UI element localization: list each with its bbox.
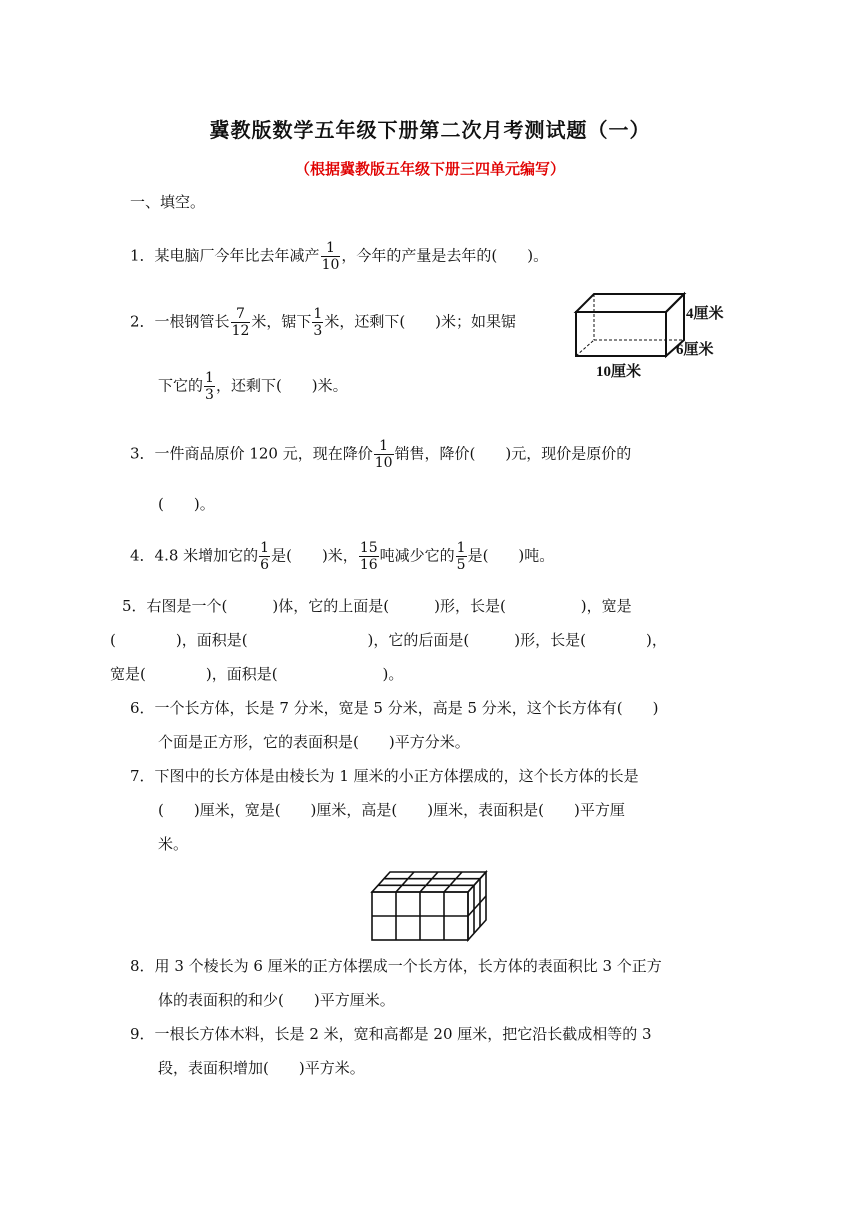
fraction [456, 540, 467, 573]
question-6-line-2: 个面是正方形，它的表面积是( )平方分米。 [158, 733, 470, 751]
question-text: 4.8 米增加它的 [154, 546, 259, 565]
question-8-line-1 [130, 954, 662, 978]
fraction-numerator: 1 [326, 240, 335, 256]
fraction-denominator: 3 [313, 323, 323, 339]
question-9-line-1 [130, 1022, 652, 1046]
length-label: 10厘米 [596, 364, 642, 380]
question-text: 是( )吨。 [467, 546, 555, 565]
question-text: 米，还剩下( )米；如果锯 [324, 312, 517, 331]
page-title: 冀教版数学五年级下册第二次月考测试题（一） [209, 118, 651, 142]
question-5-line-3: 宽是( )，面积是( )。 [110, 665, 404, 683]
fraction-denominator: 16 [359, 557, 378, 573]
question-number: 2． [130, 312, 155, 331]
question-text: 下它的 [158, 376, 204, 395]
question-6-line-1 [130, 696, 659, 720]
fraction [312, 306, 323, 339]
question-7-line-1 [130, 764, 639, 788]
fraction [231, 306, 251, 339]
question-text: ，还剩下( )米。 [215, 376, 348, 395]
question-number: 7． [130, 767, 155, 785]
question-text: 是( )米， [271, 546, 358, 565]
question-text: 一个长方体，长是 7 分米，宽是 5 分米，高是 5 分米，这个长方体有( ) [154, 699, 659, 717]
width-label: 6厘米 [676, 342, 714, 358]
question-number: 6． [130, 699, 155, 717]
fraction-denominator: 3 [205, 387, 214, 403]
fraction [374, 438, 394, 471]
fraction-numerator: 1 [456, 540, 466, 556]
question-text: 吨减少它的 [379, 546, 455, 565]
fraction [359, 540, 379, 573]
question-number: 4． [130, 546, 155, 565]
question-number: 8． [130, 957, 155, 975]
question-7-line-2: ( )厘米，宽是( )厘米，高是( )厘米，表面积是( )平方厘 [158, 801, 625, 819]
question-1 [130, 240, 548, 273]
fraction-denominator: 10 [374, 455, 393, 471]
question-text: ，今年的产量是去年的( )。 [341, 246, 549, 265]
fraction-numerator: 15 [359, 540, 378, 556]
question-8-line-2: 体的表面积的和少( )平方厘米。 [158, 991, 395, 1009]
question-text: 一根长方体木料，长是 2 米，宽和高都是 20 厘米，把它沿长截成相等的 3 [154, 1025, 652, 1043]
question-text: 米，锯下 [251, 312, 312, 331]
fraction [204, 370, 215, 403]
cube-stack-figure [368, 866, 492, 944]
question-number: 1． [130, 246, 155, 265]
question-7-line-3: 米。 [158, 835, 189, 853]
fraction-denominator: 10 [321, 257, 340, 273]
cuboid-figure [570, 288, 740, 384]
question-2-line-2 [158, 370, 348, 403]
question-number: 9． [130, 1025, 155, 1043]
fraction [259, 540, 270, 573]
question-3 [130, 438, 631, 471]
question-4 [130, 540, 554, 573]
question-text: 销售，降价( )元，现价是原价的 [394, 444, 632, 463]
fraction [321, 240, 341, 273]
fraction-numerator: 1 [260, 540, 270, 556]
question-2 [130, 306, 516, 339]
height-label: 4厘米 [686, 306, 724, 322]
section-heading: 一、填空。 [130, 193, 206, 211]
question-text: 用 3 个棱长为 6 厘米的正方体摆成一个长方体，长方体的表面积比 3 个正方 [154, 957, 662, 975]
fraction-denominator: 6 [260, 557, 270, 573]
question-text: 一根钢管长 [154, 312, 230, 331]
fraction-numerator: 1 [379, 438, 389, 454]
question-number: 3． [130, 444, 155, 463]
fraction-numerator: 1 [205, 370, 214, 386]
question-3-line-2: ( )。 [158, 495, 215, 513]
question-text: 一件商品原价 120 元，现在降价 [154, 444, 373, 463]
question-text: 某电脑厂今年比去年减产 [154, 246, 320, 265]
fraction-numerator: 7 [236, 306, 245, 322]
fraction-numerator: 1 [313, 306, 323, 322]
question-5-line-2: ( )，面积是( )，它的后面是( )形，长是( )， [110, 631, 667, 649]
fraction-denominator: 5 [456, 557, 466, 573]
question-9-line-2: 段，表面积增加( )平方米。 [158, 1059, 365, 1077]
fraction-denominator: 12 [231, 323, 250, 339]
page-subtitle: （根据冀教版五年级下册三四单元编写） [294, 160, 565, 178]
question-5-line-1: 5．右图是一个( )体，它的上面是( )形，长是( )，宽是 [122, 597, 632, 615]
question-text: 下图中的长方体是由棱长为 1 厘米的小正方体摆成的，这个长方体的长是 [154, 767, 639, 785]
